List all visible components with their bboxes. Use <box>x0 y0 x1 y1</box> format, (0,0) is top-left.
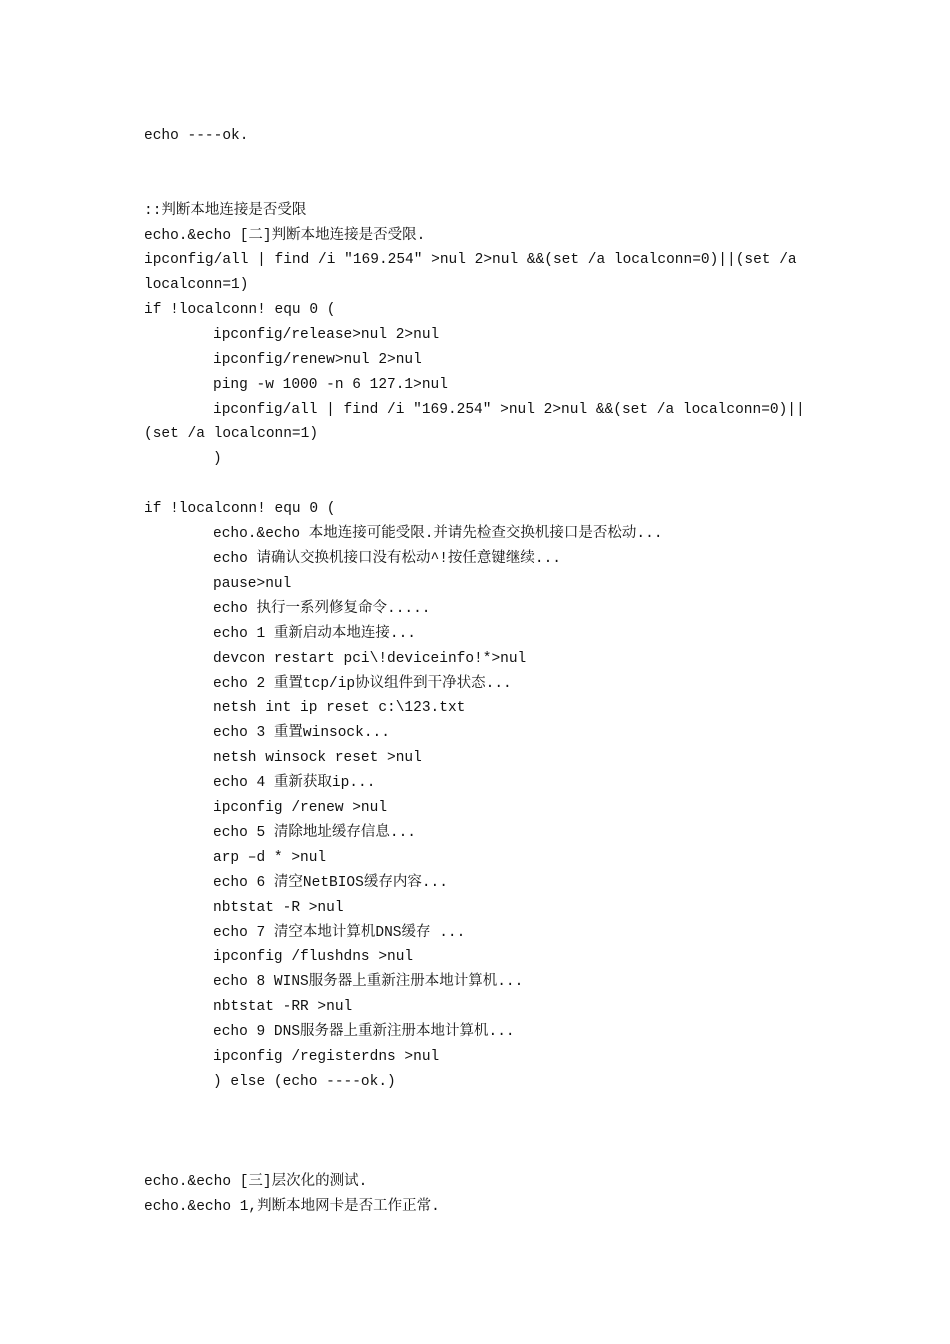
code-line: netsh winsock reset >nul <box>213 750 422 766</box>
code-line: echo 9 DNS服务器上重新注册本地计算机... <box>213 1024 515 1040</box>
code-line: ipconfig/release>nul 2>nul <box>213 327 440 343</box>
code-line: localconn=1) <box>144 277 249 293</box>
code-line: ping -w 1000 -n 6 127.1>nul <box>213 377 448 393</box>
code-line: pause>nul <box>213 576 292 592</box>
code-line: ) <box>213 451 222 467</box>
code-line: ipconfig/renew>nul 2>nul <box>213 352 422 368</box>
code-line: ipconfig /flushdns >nul <box>213 949 414 965</box>
code-line: netsh int ip reset c:\123.txt <box>213 700 466 716</box>
code-line: echo.&echo [三]层次化的测试. <box>144 1174 368 1190</box>
code-line: echo.&echo [二]判断本地连接是否受限. <box>144 228 426 244</box>
code-line: echo ----ok. <box>144 128 249 144</box>
code-line: echo.&echo 1,判断本地网卡是否工作正常. <box>144 1199 440 1215</box>
comment-line: ::判断本地连接是否受限 <box>144 203 307 219</box>
code-line: ipconfig/all | find /i "169.254" >nul 2>nul &&(set /a localconn=0)||(set /a <box>144 252 797 268</box>
code-line: ipconfig /renew >nul <box>213 800 388 816</box>
code-line: echo 6 清空NetBIOS缓存内容... <box>213 875 448 891</box>
code-line: echo 执行一系列修复命令..... <box>213 601 431 617</box>
code-line: devcon restart pci\!deviceinfo!*>nul <box>213 651 527 667</box>
code-line: echo 5 清除地址缓存信息... <box>213 825 417 841</box>
code-line: echo 4 重新获取ip... <box>213 775 376 791</box>
code-line: nbtstat -RR >nul <box>213 999 353 1015</box>
code-line: (set /a localconn=1) <box>144 426 319 442</box>
code-line: echo 1 重新启动本地连接... <box>213 626 417 642</box>
code-line: if !localconn! equ 0 ( <box>144 501 336 517</box>
code-line: echo 7 清空本地计算机DNS缓存 ... <box>213 925 466 941</box>
code-line: ipconfig /registerdns >nul <box>213 1049 440 1065</box>
code-line: echo.&echo 本地连接可能受限.并请先检查交换机接口是否松动... <box>213 526 663 542</box>
code-line: echo 8 WINS服务器上重新注册本地计算机... <box>213 974 524 990</box>
code-line: if !localconn! equ 0 ( <box>144 302 336 318</box>
code-line: echo 3 重置winsock... <box>213 725 390 741</box>
code-line: echo 请确认交换机接口没有松动^!按任意键继续... <box>213 551 562 567</box>
code-line: echo 2 重置tcp/ip协议组件到干净状态... <box>213 676 512 692</box>
code-line: ) else (echo ----ok.) <box>213 1074 396 1090</box>
code-line: nbtstat -R >nul <box>213 900 344 916</box>
code-line: ipconfig/all | find /i "169.254" >nul 2>nul &&(set /a localconn=0)|| <box>213 402 805 418</box>
code-line: arp –d * >nul <box>213 850 327 866</box>
